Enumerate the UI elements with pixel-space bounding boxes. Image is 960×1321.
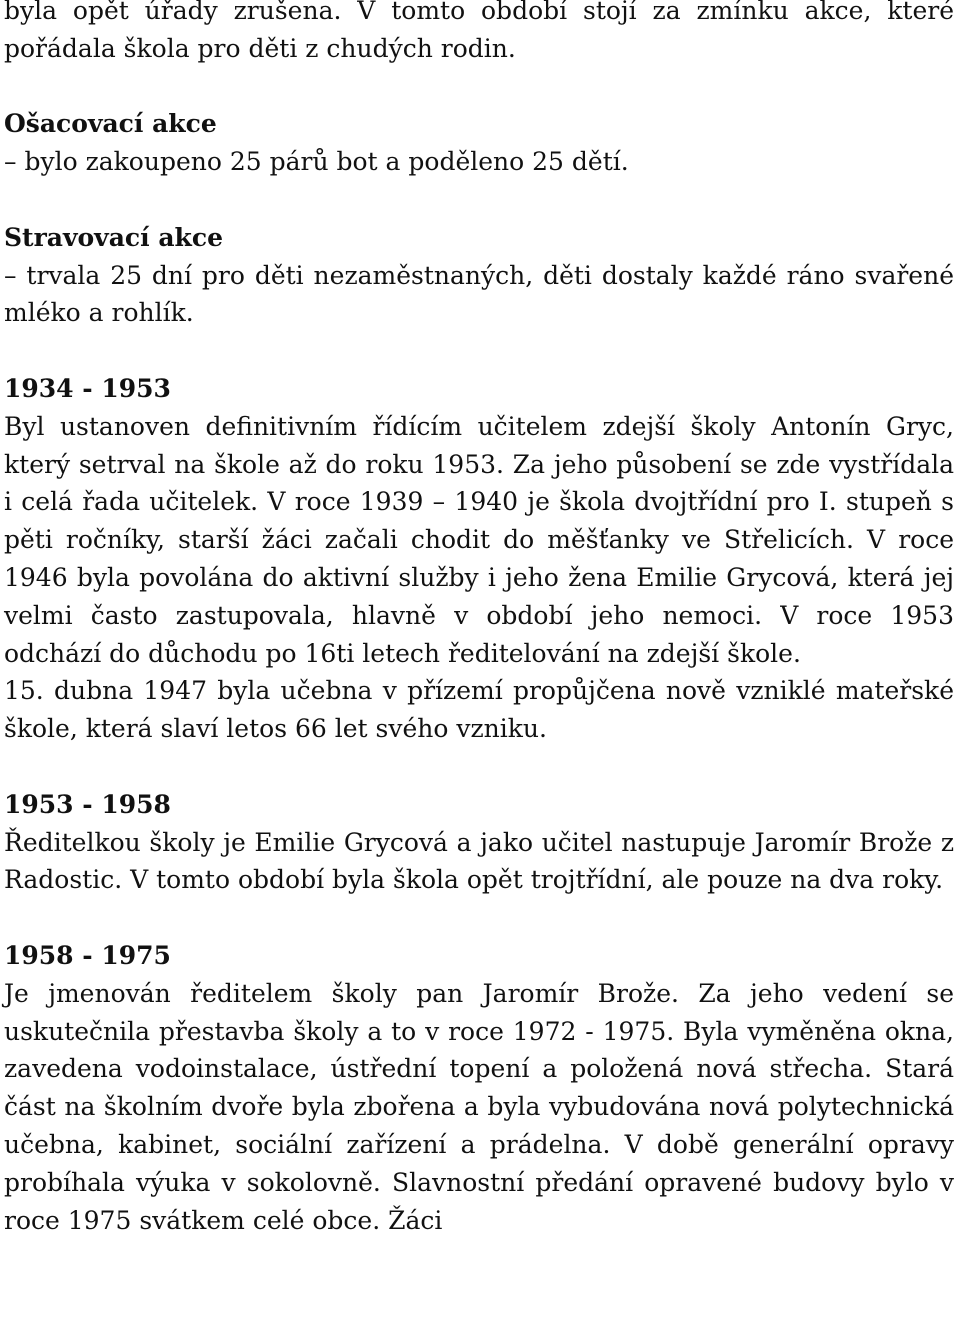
spacer bbox=[4, 181, 954, 219]
spacer bbox=[4, 332, 954, 370]
section-osacovaci-akce bbox=[4, 105, 954, 181]
section-1958-1975 bbox=[4, 937, 954, 1239]
section-stravovaci-akce bbox=[4, 219, 954, 332]
paragraph: byla opět úřady zrušena. V tomto období stojí za zmínku akce, které pořádala škola pro děti z chudých rodin. bbox=[4, 0, 954, 63]
section-1953-1958 bbox=[4, 786, 954, 899]
spacer bbox=[4, 748, 954, 786]
paragraph: – trvala 25 dní pro děti nezaměstnaných, děti dostaly každé ráno svařené mléko a rohlík. bbox=[4, 260, 954, 328]
section-heading: 1953 - 1958 bbox=[4, 789, 171, 819]
paragraph: Ředitelkou školy je Emilie Grycová a jako učitel nastupuje Jaromír Brože z Radostic. V tomto období byla škola opět trojtřídní, ale pouze na dva roky. bbox=[4, 827, 954, 895]
spacer bbox=[4, 899, 954, 937]
section-heading: 1958 - 1975 bbox=[4, 940, 171, 970]
section-heading: Stravovací akce bbox=[4, 222, 223, 252]
section-1934-1953 bbox=[4, 370, 954, 748]
section-heading: 1934 - 1953 bbox=[4, 373, 171, 403]
paragraph: Byl ustanoven definitivním řídícím učitelem zdejší školy Antonín Gryc, který setrval na škole až do roku 1953. Za jeho působení se zde vystřídala i celá řada učitelek. V roce 1939 – 1940 je škola dvojtřídní pro I. stupeň s pěti ročníky, starší žáci začali chodit do měšťanky ve Střelicích. V roce 1946 byla povolána do aktivní služby i jeho žena Emilie Grycová, která jej velmi často zastupovala, hlavně v období jeho nemoci. V roce 1953 odchází do důchodu po 16ti letech ředitelování na zdejší škole. bbox=[4, 411, 954, 668]
paragraph: Je jmenován ředitelem školy pan Jaromír Brože. Za jeho vedení se uskutečnila přestavba školy a to v roce 1972 - 1975. Byla vyměněna okna, zavedena vodoinstalace, ústřední topení a položená nová střecha. Stará část na školním dvoře byla zbořena a byla vybudována nová polytechnická učebna, kabinet, sociální zařízení a prádelna. V době generální opravy probíhala výuka v sokolovně. Slavnostní předání opravené budovy bylo v roce 1975 svátkem celé obce. Žáci bbox=[4, 978, 954, 1235]
section-intro bbox=[4, 0, 954, 68]
paragraph: – bylo zakoupeno 25 párů bot a poděleno 25 dětí. bbox=[4, 147, 629, 177]
paragraph: 15. dubna 1947 byla učebna v přízemí propůjčena nově vzniklé mateřské škole, která slaví letos 66 let svého vzniku. bbox=[4, 676, 954, 744]
spacer bbox=[4, 68, 954, 106]
section-heading: Ošacovací akce bbox=[4, 109, 217, 139]
